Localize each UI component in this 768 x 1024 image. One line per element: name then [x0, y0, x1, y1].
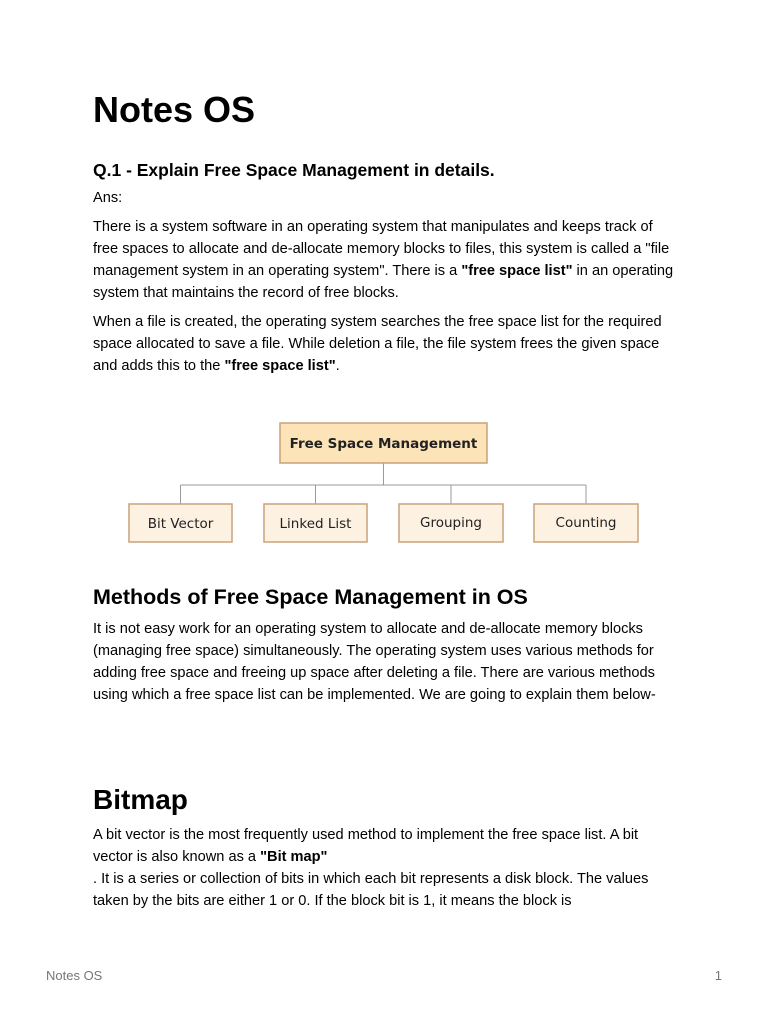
text-run: . [335, 358, 340, 374]
diagram-child-label: Counting [555, 515, 617, 531]
bold-term: "free space list" [461, 263, 573, 279]
footer-document-title: Notes OS [46, 968, 103, 983]
diagram-child-label: Bit Vector [147, 516, 214, 532]
diagram-child-label: Grouping [420, 515, 482, 531]
diagram-node-bit-vector [129, 504, 232, 542]
bold-term: "Bit map" [260, 849, 328, 865]
diagram-node-linked-list [264, 504, 367, 542]
text-run: There is a system software in an operating system that manipulates and keeps track of free spaces to allocate and de-allocate memory blocks to files, this system is called a "file management system in an operating system". There is a [93, 219, 670, 279]
bitmap-heading: Bitmap [93, 784, 188, 815]
footer-page-number: 1 [714, 968, 722, 983]
question-heading: Q.1 - Explain Free Space Management in details. [93, 160, 495, 180]
diagram-node-counting [534, 504, 638, 542]
diagram-child-nodes [129, 504, 638, 542]
text-run: A bit vector is the most frequently used method to implement the free space list. A bit vector is also known as a [93, 827, 639, 865]
paragraph-methods: It is not easy work for an operating system to allocate and de-allocate memory blocks (managing free space) simultaneously. The operating system uses various methods for adding free space and freeing up space after deleting a file. There are various methods using which a free space list can be implemented. We are going to explain them below- [93, 621, 656, 703]
document-title: Notes OS [93, 89, 256, 130]
diagram-node-grouping [399, 504, 503, 542]
paragraph-bitmap-detail: . It is a series or collection of bits in which each bit represents a disk block. The values taken by the bits are either 1 or 0. If the block bit is 1, it means the block is [93, 871, 649, 909]
text-run: When a file is created, the operating system searches the free space list for the required space allocated to save a file. While deletion a file, the file system frees the given space and adds this to the [93, 314, 662, 374]
answer-label: Ans: [93, 190, 123, 206]
diagram-root-node [280, 423, 487, 463]
diagram-child-label: Linked List [279, 516, 352, 532]
methods-heading: Methods of Free Space Management in OS [93, 585, 528, 609]
diagram-root-label: Free Space Management [289, 436, 478, 452]
diagram-connectors [181, 463, 587, 504]
text-run: in an operating system that maintains the record of free blocks. [93, 263, 674, 301]
bold-term: "free space list" [224, 358, 336, 374]
